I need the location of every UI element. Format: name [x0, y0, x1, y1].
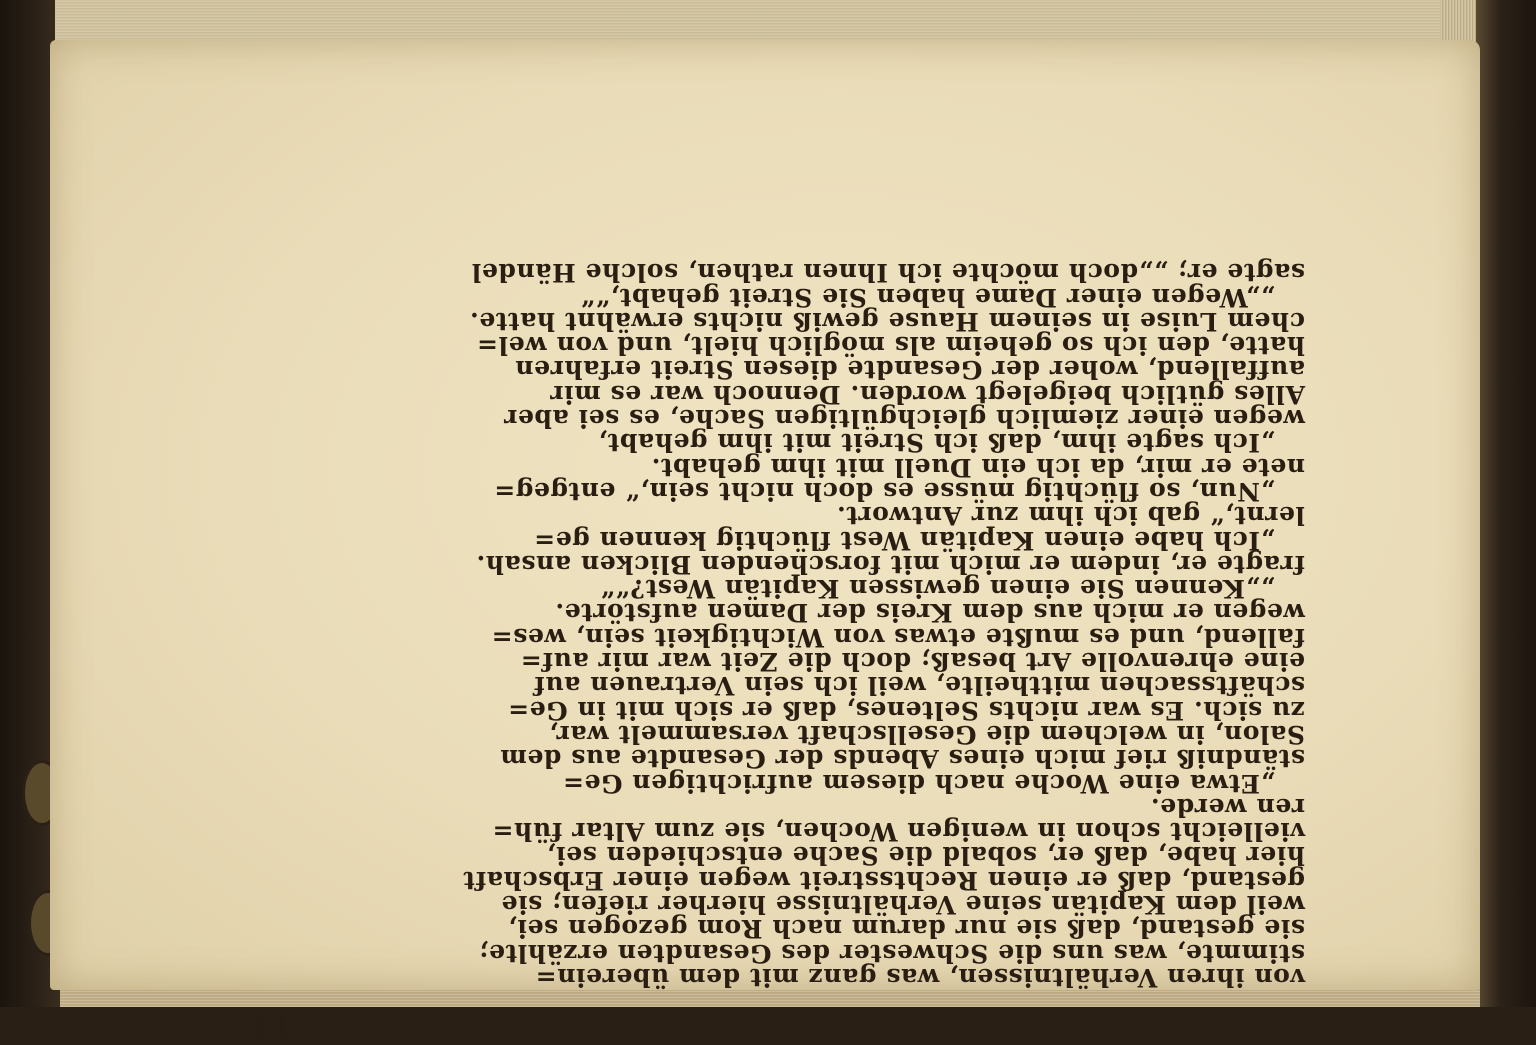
- text-line: sie gestand, daß sie nur darum nach Rom gezogen sei,: [507, 914, 1305, 944]
- page-text-block: [225, 258, 1305, 1045]
- text-line: „Ich habe einen Kapitän West flüchtig kennen ge=: [533, 525, 1275, 555]
- text-line: „„Kennen Sie einen gewissen Kapitän West?““: [599, 574, 1275, 604]
- text-line: schäftssachen mittheilte, weil ich sein Vertrauen auf: [533, 671, 1305, 701]
- text-line: „Etwa eine Woche nach diesem aufrichtigen Ge=: [562, 768, 1275, 798]
- book-cover-right: [1476, 0, 1536, 1007]
- text-line: ständniß rief mich eines Abends der Gesandte aus dem: [499, 744, 1305, 774]
- text-line: „Ich sagte ihm, daß ich Streit mit ihm gehabt,: [597, 428, 1275, 458]
- text-line: chem Luise in seinem Hause gewiß nichts erwähnt hatte.: [469, 306, 1305, 336]
- text-line: gestand, daß er einen Rechtsstreit wegen einer Erbschaft: [462, 865, 1305, 895]
- text-line: wegen er mich aus dem Kreis der Damen aufstörte.: [554, 598, 1305, 628]
- text-line: ren werde.: [1150, 792, 1305, 822]
- text-line: stimmte, was uns die Schwester des Gesandten erzählte;: [478, 938, 1305, 968]
- text-line: „„Wegen einer Dame haben Sie Streit gehabt,““: [579, 282, 1275, 312]
- text-line: von ihren Verhältnissen, was ganz mit dem überein=: [535, 963, 1305, 992]
- text-line: Salon, in welchem die Gesellschaft versammelt war,: [548, 720, 1305, 749]
- text-line: Alles gütlich beigelegt worden. Dennoch war es mir: [549, 379, 1305, 409]
- text-line: „Nun, so flüchtig müsse es doch nicht sein,“ entgeg=: [493, 477, 1275, 506]
- text-line: nete er mir, da ich ein Duell mit ihm gehabt.: [651, 452, 1305, 482]
- text-line: vielleicht schon in wenigen Wochen, sie zum Altar füh=: [491, 817, 1305, 847]
- text-line: fallend, und es mußte etwas von Wichtigkeit sein, wes=: [491, 622, 1305, 652]
- text-line: weil dem Kapitän seine Verhältnisse hierher riefen; sie: [500, 890, 1305, 920]
- text-line: hatte, den ich so geheim als möglich hielt, und von wel=: [476, 331, 1305, 361]
- text-line: lernt,“ gab ich ihm zur Antwort.: [836, 501, 1305, 531]
- text-line: wegen einer ziemlich gleichgültigen Sache, es sei aber: [503, 404, 1305, 434]
- text-line: hier habe, daß er, sobald die Sache entschieden sei,: [546, 841, 1305, 871]
- text-line: eine ehrenvolle Art besaß; doch die Zeit war mir auf=: [520, 647, 1305, 677]
- text-line: fragte er, indem er mich mit forschenden Blicken ansah.: [475, 549, 1305, 579]
- text-line: zu sich. Es war nichts Seltenes, daß er sich mit in Ge=: [507, 695, 1305, 725]
- text-line: auffallend, woher der Gesandte diesen Streit erfahren: [514, 355, 1305, 385]
- page-number: 142: [225, 1007, 293, 1045]
- book-page: [50, 40, 1480, 1045]
- text-line: sagte er; „„doch möchte ich Ihnen rathen, solche Händel: [471, 258, 1305, 288]
